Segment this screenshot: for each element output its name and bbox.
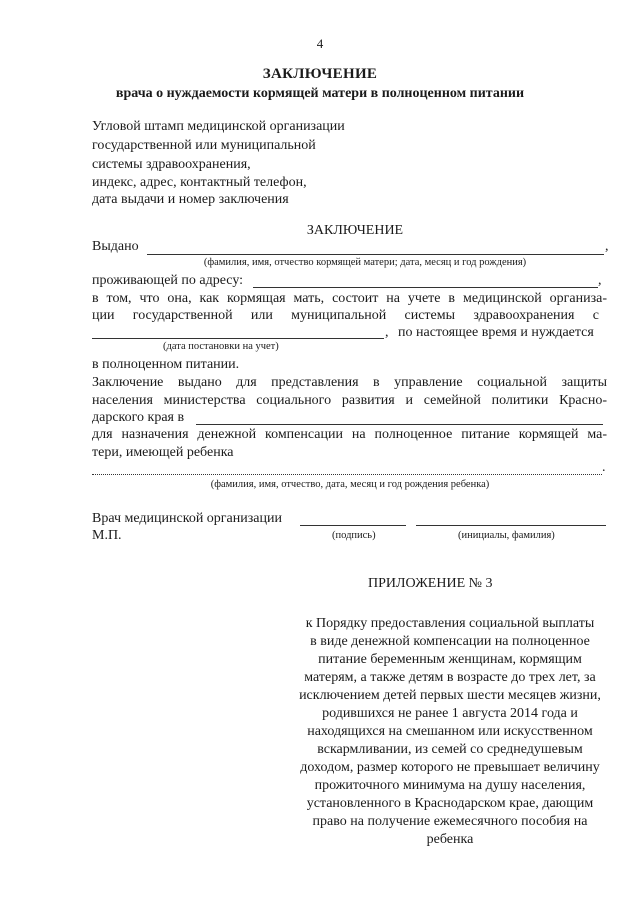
appendix-line: в виде денежной компенсации на полноценное	[310, 634, 590, 649]
address-comma: ,	[598, 273, 602, 288]
signature-fill-line	[300, 525, 406, 526]
appendix-line: прожиточного минимума на душу населения,	[314, 778, 586, 793]
address-fill-line	[253, 287, 598, 288]
department-fill-line	[196, 424, 603, 425]
appendix-line: доходом, размер которого не превышает величину	[300, 760, 600, 775]
body-line-2: ции государственной или муниципальной системы здравоохранения с	[92, 308, 599, 323]
signature-hint: (подпись)	[332, 530, 376, 541]
body-line-3-text: по настоящее время и нуждается	[398, 325, 594, 340]
stamp-line: системы здравоохранения,	[92, 157, 251, 172]
child-fill-line	[92, 474, 602, 475]
issued-label: Выдано	[92, 239, 139, 254]
issued-fill-line	[147, 254, 604, 255]
stamp-line: государственной или муниципальной	[92, 138, 316, 153]
body-line-3-comma: ,	[385, 325, 389, 340]
seal-label: М.П.	[92, 528, 122, 543]
child-end-dot: .	[602, 460, 606, 475]
issued-hint: (фамилия, имя, отчество кормящей матери; дата, месяц и год рождения)	[203, 257, 527, 268]
issued-comma: ,	[605, 239, 609, 254]
body-line-4: в полноценном питании.	[92, 357, 240, 372]
page-number: 4	[316, 36, 324, 51]
appendix-line: к Порядку предоставления социальной выплаты	[305, 616, 595, 631]
doctor-label: Врач медицинской организации	[92, 511, 282, 526]
appendix-line: исключением детей первых шести месяцев жизни,	[299, 688, 601, 703]
appendix-line: ребенка	[426, 832, 474, 847]
document-subtitle: врача о нуждаемости кормящей матери в полноценном питании	[115, 86, 525, 101]
stamp-line: Угловой штамп медицинской организации	[92, 119, 345, 134]
purpose-line-3: дарского края в	[92, 410, 185, 425]
appendix-line: родившихся не ранее 1 августа 2014 года и	[322, 706, 578, 721]
purpose-line-5: тери, имеющей ребенка	[92, 445, 234, 460]
purpose-line-1: Заключение выдано для представления в управление социальной защиты	[92, 375, 607, 390]
appendix-line: питание беременным женщинам, кормящим	[318, 652, 582, 667]
stamp-line: дата выдачи и номер заключения	[92, 192, 289, 207]
initials-fill-line	[416, 525, 606, 526]
appendix-line: находящихся на смешанном или искусственном	[307, 724, 593, 739]
purpose-line-2: населения министерства социального развития и семейной политики Красно-	[92, 393, 607, 408]
stamp-line: индекс, адрес, контактный телефон,	[92, 175, 307, 190]
document-title: ЗАКЛЮЧЕНИЕ	[262, 66, 378, 82]
registration-date-hint: (дата постановки на учет)	[163, 341, 279, 352]
appendix-line: право на получение ежемесячного пособия на	[312, 814, 588, 829]
address-label: проживающей по адресу:	[92, 273, 244, 288]
appendix-line: установленного в Краснодарском крае, дающим	[306, 796, 594, 811]
appendix-line: вскармливании, из семей со среднедушевым	[317, 742, 583, 757]
purpose-line-4: для назначения денежной компенсации на полноценное питание кормящей ма-	[92, 427, 607, 442]
appendix-line: матерям, а также детям в возрасте до трех лет, за	[304, 670, 596, 685]
registration-date-fill-line	[92, 338, 384, 339]
initials-hint: (инициалы, фамилия)	[458, 530, 555, 541]
body-line-1: в том, что она, как кормящая мать, состоит на учете в медицинской организа-	[92, 291, 607, 306]
form-heading: ЗАКЛЮЧЕНИЕ	[306, 223, 404, 238]
appendix-title: ПРИЛОЖЕНИЕ № 3	[368, 576, 493, 591]
child-hint: (фамилия, имя, отчество, дата, месяц и год рождения ребенка)	[210, 479, 490, 490]
